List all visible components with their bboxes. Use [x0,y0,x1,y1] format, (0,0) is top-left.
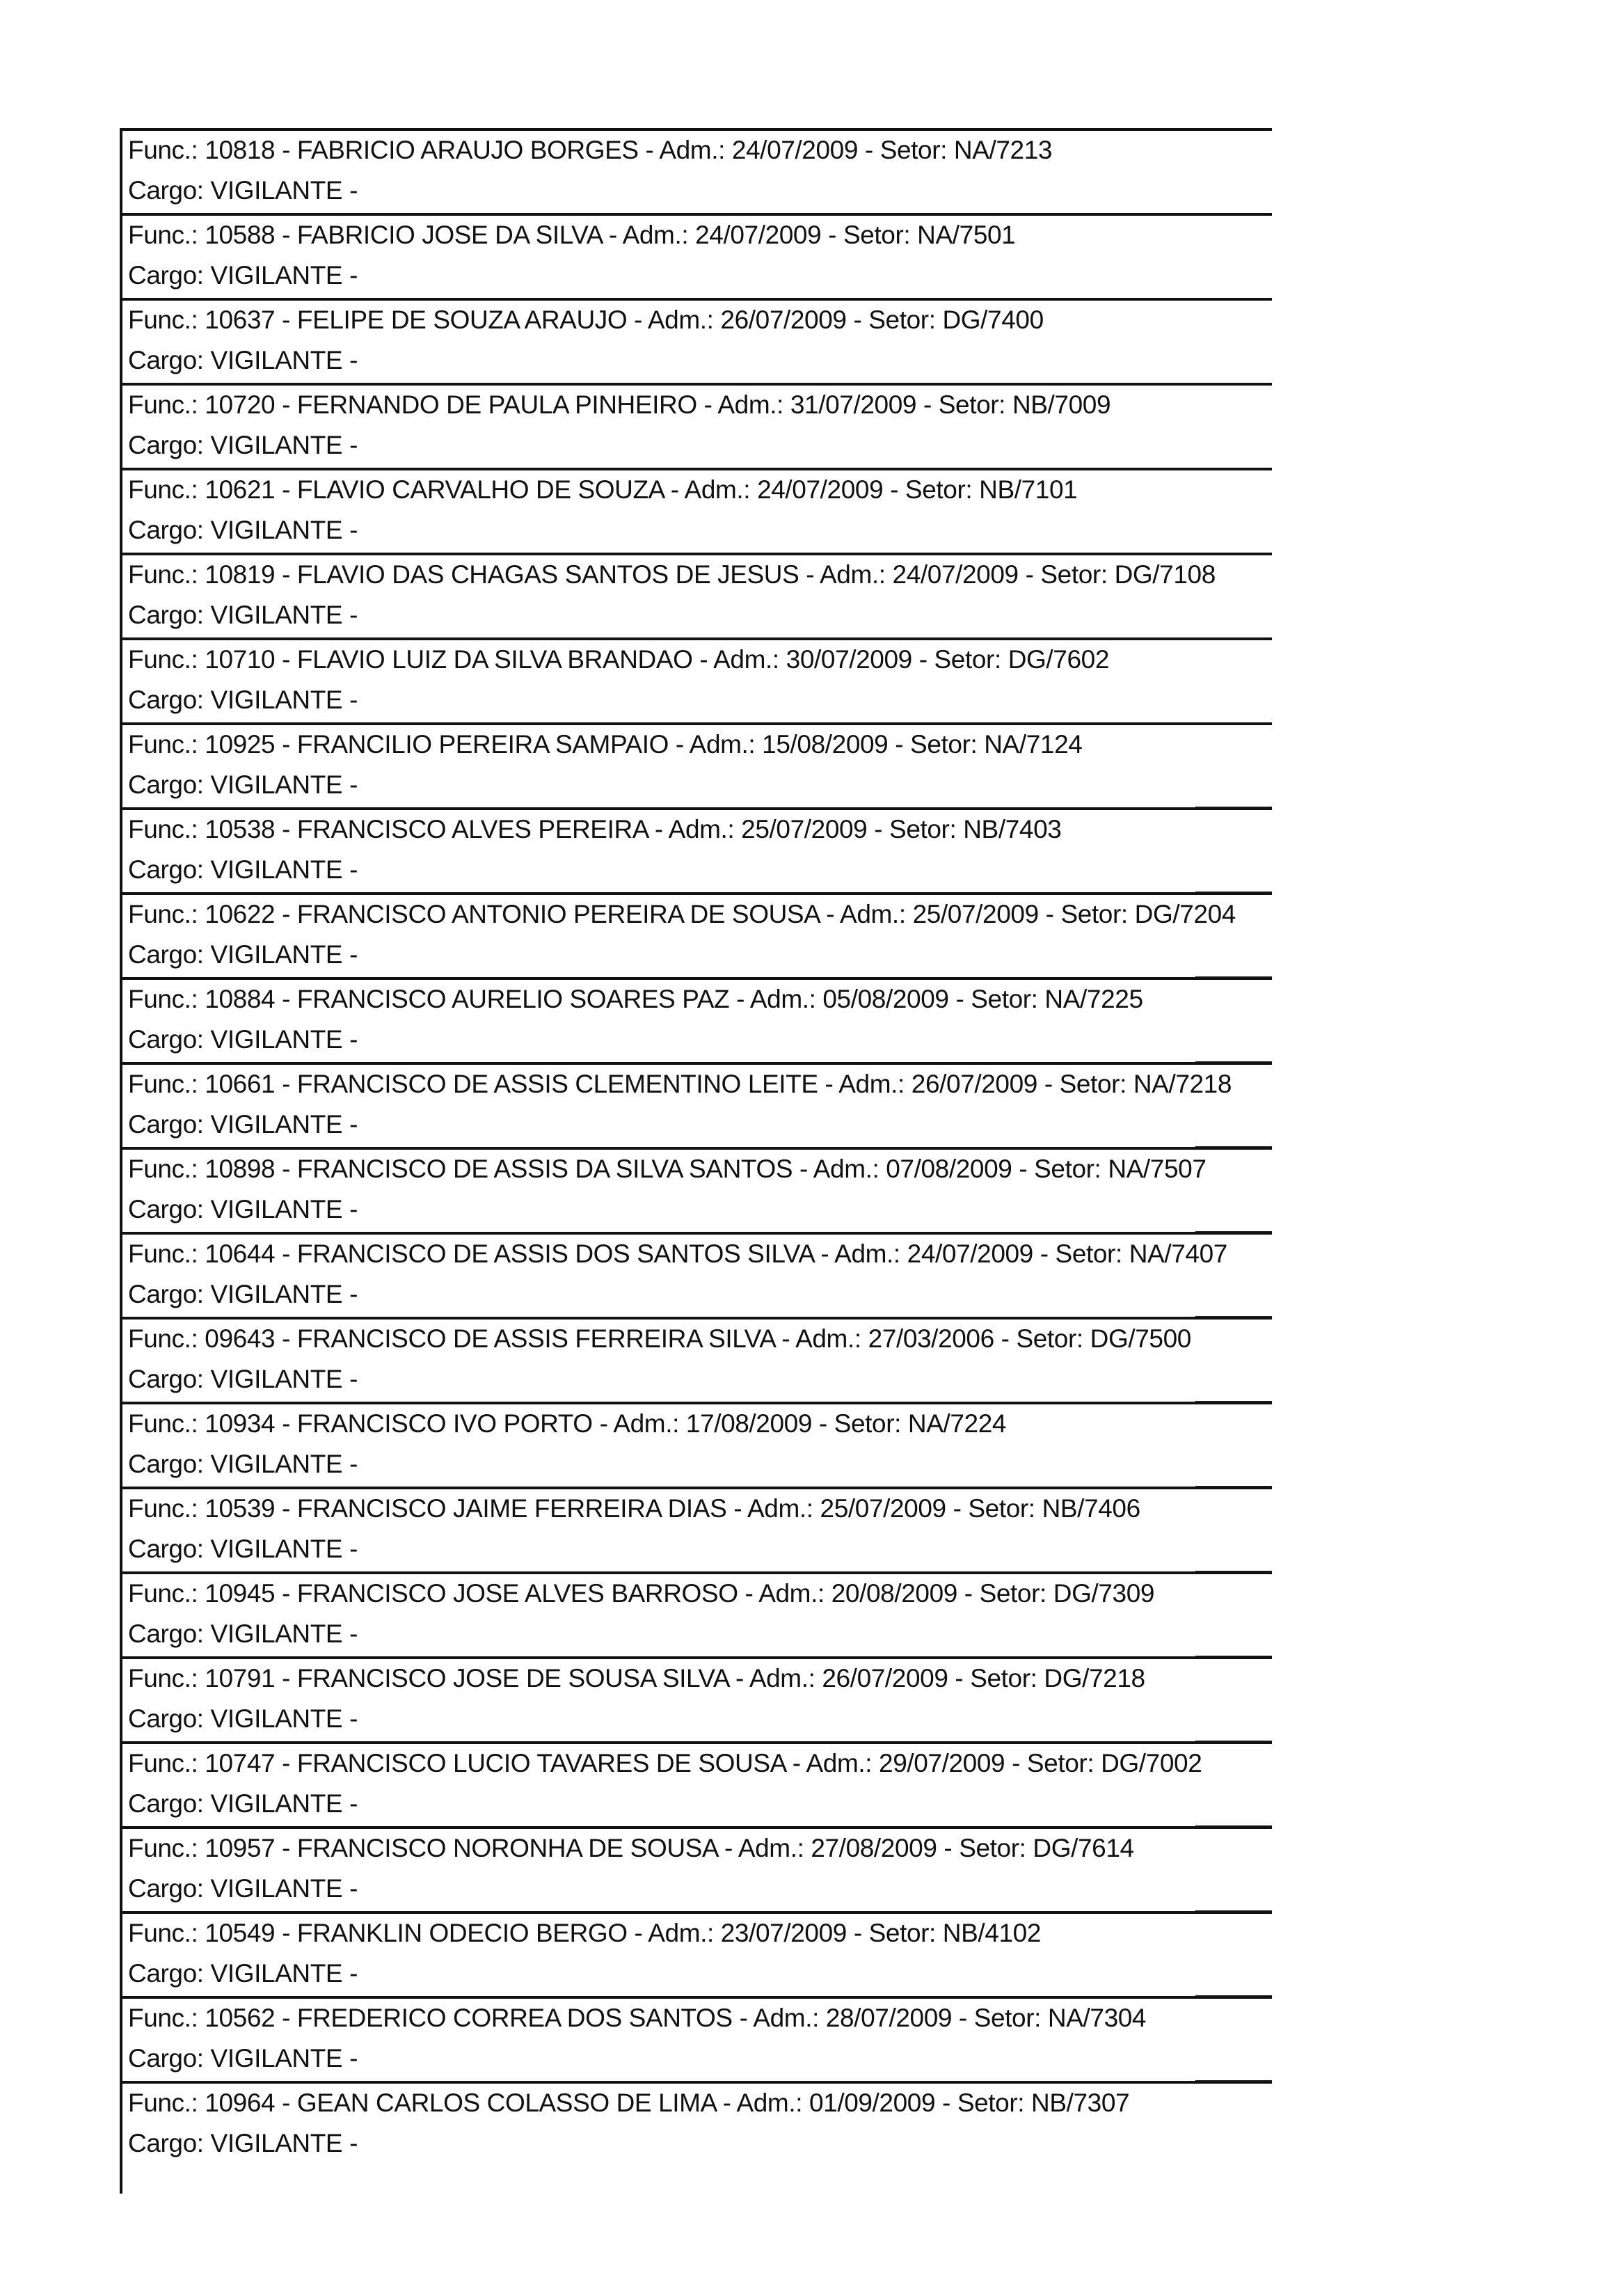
employee-cargo-line: Cargo: VIGILANTE - [128,346,358,374]
employee-func-line: Func.: 10710 - FLAVIO LUIZ DA SILVA BRANDAO - Adm.: 30/07/2009 - Setor: DG/7602 [128,645,1110,674]
employee-record [122,1487,1272,1571]
employee-func-line: Func.: 10945 - FRANCISCO JOSE ALVES BARROSO - Adm.: 20/08/2009 - Setor: DG/7309 [128,1579,1155,1608]
employee-cargo-line: Cargo: VIGILANTE - [128,516,358,544]
employee-list [120,128,1272,2194]
employee-record [122,807,1272,892]
employee-cargo-line: Cargo: VIGILANTE - [128,1195,358,1223]
employee-func-line: Func.: 10549 - FRANKLIN ODECIO BERGO - Adm.: 23/07/2009 - Setor: NB/4102 [128,1919,1041,1947]
employee-cargo-line: Cargo: VIGILANTE - [128,601,358,629]
employee-record [122,1147,1272,1232]
employee-func-line: Func.: 10661 - FRANCISCO DE ASSIS CLEMENTINO LEITE - Adm.: 26/07/2009 - Setor: NA/7218 [128,1070,1232,1098]
employee-cargo-line: Cargo: VIGILANTE - [128,1450,358,1478]
employee-record [122,1402,1272,1487]
employee-cargo-line: Cargo: VIGILANTE - [128,770,358,799]
employee-record [122,1911,1272,1996]
employee-cargo-line: Cargo: VIGILANTE - [128,1110,358,1139]
employee-func-line: Func.: 10720 - FERNANDO DE PAULA PINHEIRO - Adm.: 31/07/2009 - Setor: NB/7009 [128,390,1111,419]
employee-cargo-line: Cargo: VIGILANTE - [128,261,358,290]
employee-cargo-line: Cargo: VIGILANTE - [128,1874,358,1903]
employee-record [122,2081,1272,2166]
employee-record [122,977,1272,1062]
employee-record [122,1232,1272,1317]
employee-cargo-line: Cargo: VIGILANTE - [128,431,358,459]
employee-func-line: Func.: 10791 - FRANCISCO JOSE DE SOUSA SILVA - Adm.: 26/07/2009 - Setor: DG/7218 [128,1664,1145,1693]
employee-func-line: Func.: 10818 - FABRICIO ARAUJO BORGES - Adm.: 24/07/2009 - Setor: NA/7213 [128,136,1053,164]
employee-cargo-line: Cargo: VIGILANTE - [128,176,358,205]
employee-cargo-line: Cargo: VIGILANTE - [128,855,358,884]
employee-record [122,383,1272,468]
employee-cargo-line: Cargo: VIGILANTE - [128,2044,358,2073]
employee-record [122,1996,1272,2081]
employee-record [122,1571,1272,1656]
employee-record [122,298,1272,383]
employee-record [122,553,1272,637]
employee-func-line: Func.: 10898 - FRANCISCO DE ASSIS DA SILVA SANTOS - Adm.: 07/08/2009 - Setor: NA/7507 [128,1155,1207,1183]
list-end [122,2166,1272,2194]
employee-cargo-line: Cargo: VIGILANTE - [128,1535,358,1563]
employee-func-line: Func.: 10884 - FRANCISCO AURELIO SOARES PAZ - Adm.: 05/08/2009 - Setor: NA/7225 [128,985,1143,1013]
employee-record [122,213,1272,298]
employee-record [122,1062,1272,1147]
employee-func-line: Func.: 10621 - FLAVIO CARVALHO DE SOUZA - Adm.: 24/07/2009 - Setor: NB/7101 [128,475,1078,504]
employee-record [122,1317,1272,1402]
employee-record [122,637,1272,722]
employee-func-line: Func.: 10538 - FRANCISCO ALVES PEREIRA - Adm.: 25/07/2009 - Setor: NB/7403 [128,815,1062,843]
employee-func-line: Func.: 10747 - FRANCISCO LUCIO TAVARES DE SOUSA - Adm.: 29/07/2009 - Setor: DG/7002 [128,1749,1202,1777]
employee-cargo-line: Cargo: VIGILANTE - [128,1280,358,1308]
employee-record [122,1826,1272,1911]
employee-func-line: Func.: 10925 - FRANCILIO PEREIRA SAMPAIO - Adm.: 15/08/2009 - Setor: NA/7124 [128,730,1083,759]
employee-func-line: Func.: 10622 - FRANCISCO ANTONIO PEREIRA DE SOUSA - Adm.: 25/07/2009 - Setor: DG/7204 [128,900,1236,928]
employee-record [122,1741,1272,1826]
employee-func-line: Func.: 10637 - FELIPE DE SOUZA ARAUJO - Adm.: 26/07/2009 - Setor: DG/7400 [128,306,1044,334]
employee-cargo-line: Cargo: VIGILANTE - [128,1025,358,1054]
employee-func-line: Func.: 10957 - FRANCISCO NORONHA DE SOUSA - Adm.: 27/08/2009 - Setor: DG/7614 [128,1834,1134,1862]
employee-func-line: Func.: 10562 - FREDERICO CORREA DOS SANTOS - Adm.: 28/07/2009 - Setor: NA/7304 [128,2004,1147,2032]
employee-func-line: Func.: 10934 - FRANCISCO IVO PORTO - Adm.: 17/08/2009 - Setor: NA/7224 [128,1409,1007,1438]
employee-cargo-line: Cargo: VIGILANTE - [128,2129,358,2157]
employee-cargo-line: Cargo: VIGILANTE - [128,1619,358,1648]
employee-cargo-line: Cargo: VIGILANTE - [128,1959,358,1988]
employee-cargo-line: Cargo: VIGILANTE - [128,940,358,969]
employee-func-line: Func.: 10644 - FRANCISCO DE ASSIS DOS SANTOS SILVA - Adm.: 24/07/2009 - Setor: NA/7407 [128,1239,1227,1268]
employee-record [122,468,1272,553]
employee-func-line: Func.: 10539 - FRANCISCO JAIME FERREIRA DIAS - Adm.: 25/07/2009 - Setor: NB/7406 [128,1494,1140,1523]
employee-func-line: Func.: 09643 - FRANCISCO DE ASSIS FERREIRA SILVA - Adm.: 27/03/2006 - Setor: DG/7500 [128,1324,1191,1353]
employee-cargo-line: Cargo: VIGILANTE - [128,686,358,714]
employee-record [122,722,1272,807]
employee-cargo-line: Cargo: VIGILANTE - [128,1704,358,1733]
employee-func-line: Func.: 10964 - GEAN CARLOS COLASSO DE LIMA - Adm.: 01/09/2009 - Setor: NB/7307 [128,2089,1130,2117]
employee-record [122,128,1272,213]
employee-record [122,892,1272,977]
employee-func-line: Func.: 10588 - FABRICIO JOSE DA SILVA - Adm.: 24/07/2009 - Setor: NA/7501 [128,221,1016,249]
employee-record [122,1656,1272,1741]
employee-cargo-line: Cargo: VIGILANTE - [128,1789,358,1818]
employee-cargo-line: Cargo: VIGILANTE - [128,1365,358,1393]
employee-func-line: Func.: 10819 - FLAVIO DAS CHAGAS SANTOS DE JESUS - Adm.: 24/07/2009 - Setor: DG/7108 [128,560,1216,589]
